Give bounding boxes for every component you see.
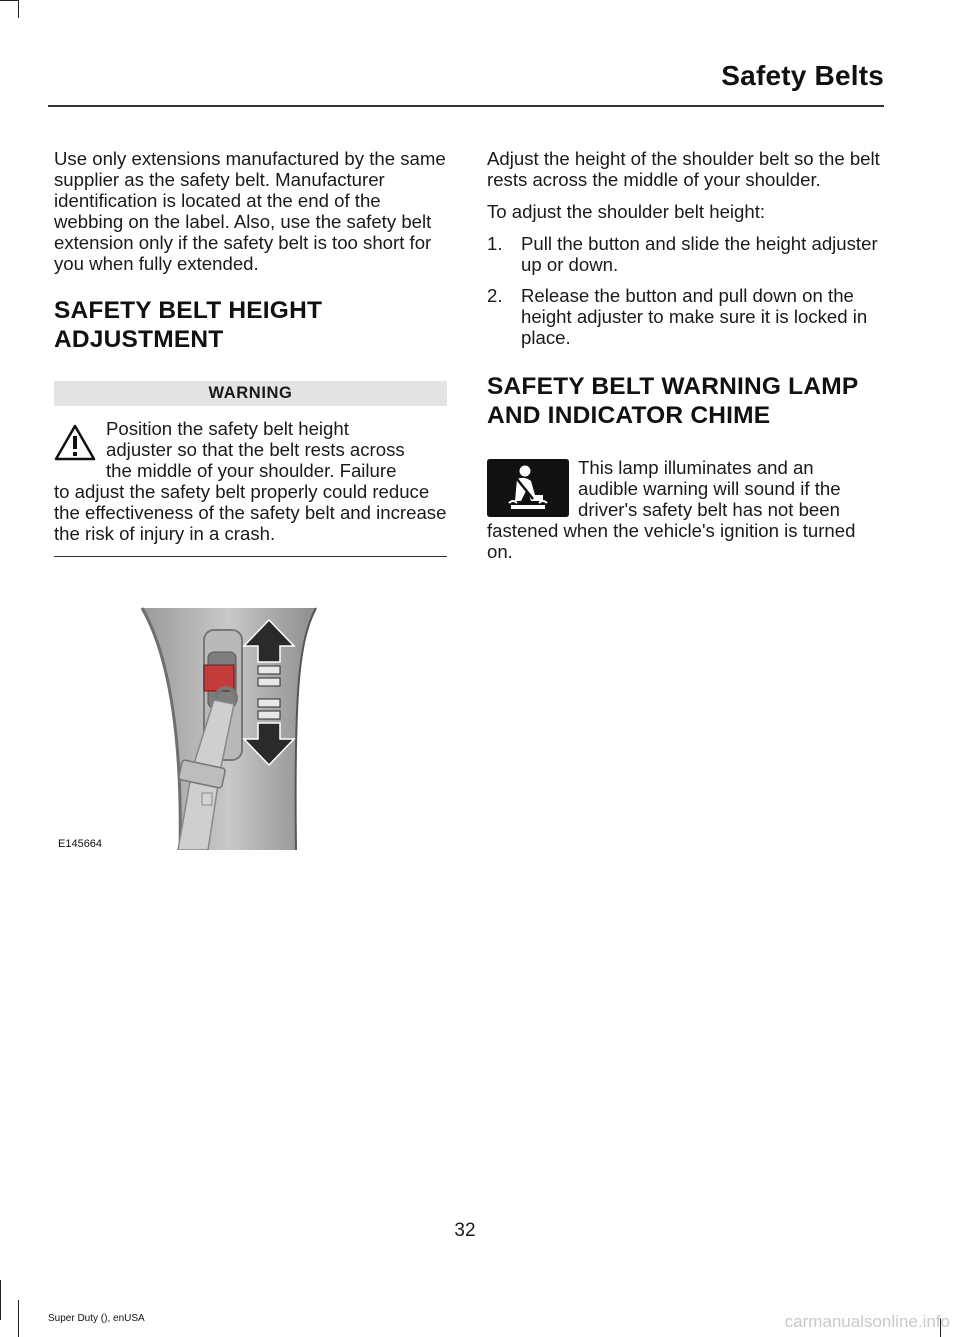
- warning-triangle-icon: [54, 424, 96, 462]
- document-info: Super Duty (), enUSA: [48, 1313, 145, 1324]
- list-item: [487, 285, 880, 348]
- warning-label: WARNING: [54, 381, 447, 406]
- heading-line: AND INDICATOR CHIME: [487, 402, 771, 429]
- list-item: [487, 233, 880, 275]
- crop-mark: [18, 1300, 19, 1337]
- warning-line: adjuster so that the belt rests across: [106, 439, 405, 460]
- warning-line: Position the safety belt height: [106, 418, 349, 439]
- warning-line: to adjust the safety belt properly could reduce the effectiveness of the safety belt and increase the risk of injury in a crash.: [54, 481, 447, 544]
- left-column: [54, 148, 447, 557]
- section-heading-height-adjustment: [54, 296, 447, 354]
- warning-lamp-block: [487, 457, 880, 562]
- header-divider: [48, 105, 884, 107]
- right-column: [487, 148, 880, 562]
- crop-mark: [0, 0, 18, 1]
- seatbelt-height-adjuster-illustration: [54, 600, 354, 850]
- step-number: 1.: [487, 233, 503, 254]
- figure-id: E145664: [58, 838, 103, 850]
- warning-line: the middle of your shoulder. Failure: [106, 460, 397, 481]
- adjust-steps-list: [487, 233, 880, 348]
- step-text: Release the button and pull down on the height adjuster to make sure it is locked in place.: [521, 285, 868, 348]
- watermark: carmanualsonline.info: [784, 1312, 950, 1331]
- intro-paragraph: Use only extensions manufactured by the same supplier as the safety belt. Manufacturer identification is located at the end of the webbing on the label. Also, use the safety belt extension only if the safety belt is too short for you when fully extended.: [54, 148, 446, 274]
- heading-line: ADJUSTMENT: [54, 326, 224, 353]
- page-title: Safety Belts: [721, 60, 884, 91]
- warning-box: [54, 418, 447, 557]
- heading-line: SAFETY BELT HEIGHT: [54, 297, 323, 324]
- page-number: 32: [454, 1220, 476, 1241]
- step-text: Pull the button and slide the height adjuster up or down.: [521, 233, 878, 275]
- warning-text: [54, 418, 447, 544]
- lamp-line: audible warning will sound if the: [578, 478, 841, 499]
- crop-mark: [18, 0, 19, 18]
- lamp-line: driver's safety belt has not been: [578, 499, 840, 520]
- paragraph: Adjust the height of the shoulder belt so the belt rests across the middle of your shoulder.: [487, 148, 880, 190]
- lamp-line: This lamp illuminates and an: [578, 457, 814, 478]
- seatbelt-warning-lamp-icon: [487, 459, 569, 517]
- step-number: 2.: [487, 285, 503, 306]
- section-heading-warning-lamp: [487, 372, 880, 430]
- crop-mark: [0, 1280, 1, 1320]
- paragraph: To adjust the shoulder belt height:: [487, 201, 766, 222]
- lamp-line: fastened when the vehicle's ignition is turned on.: [487, 520, 856, 562]
- heading-line: SAFETY BELT WARNING LAMP: [487, 373, 859, 400]
